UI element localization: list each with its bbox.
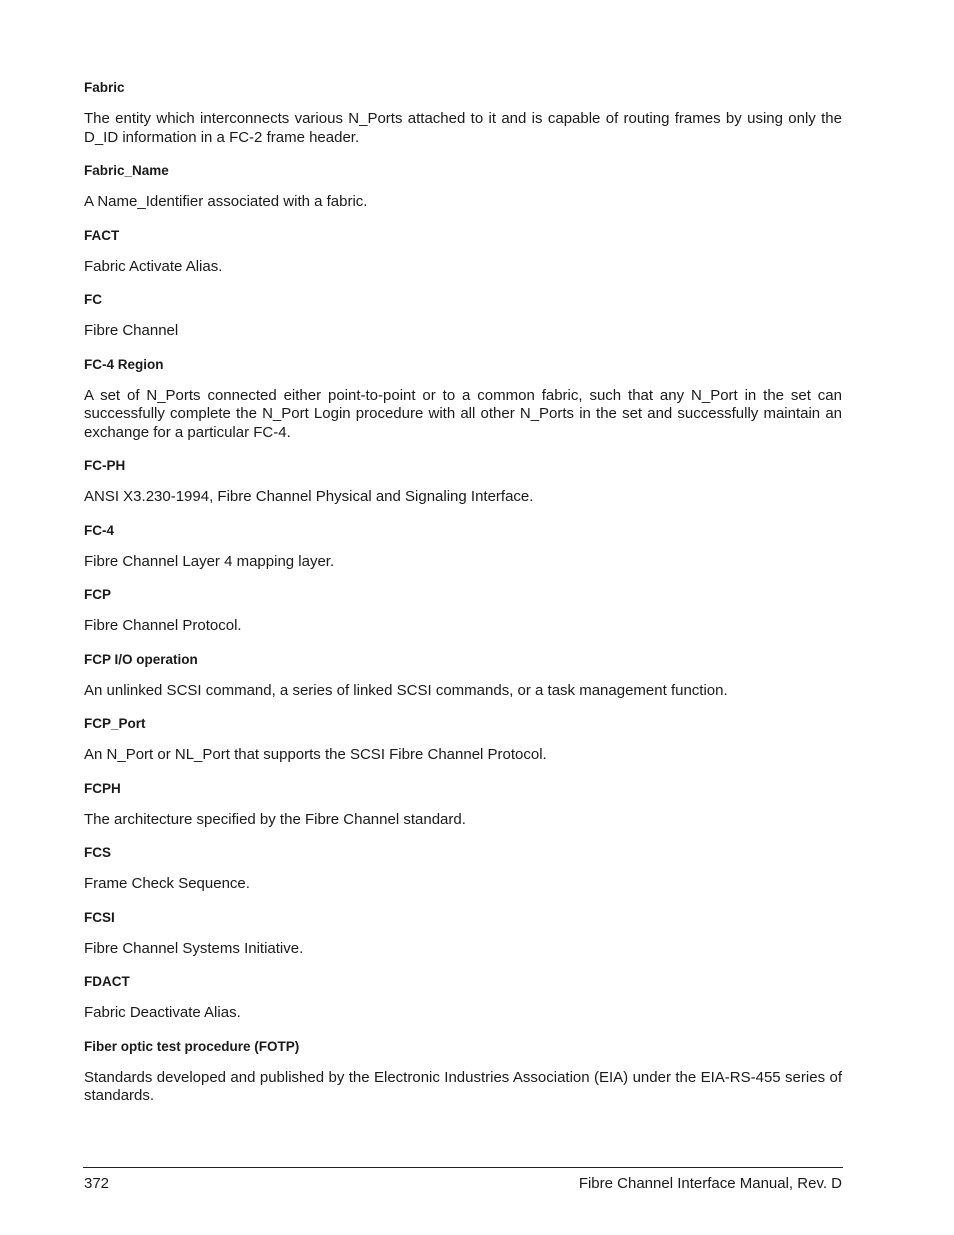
glossary-definition: An unlinked SCSI command, a series of linked SCSI commands, or a task management function. [84, 681, 728, 699]
glossary-term: Fabric_Name [84, 163, 169, 178]
glossary-definition: A set of N_Ports connected either point-to-point or to a common fabric, such that any N_Port in the set can successfully complete the N_Port Login procedure with all other N_Ports in the set and successfully maintain an exchange for a particular FC-4. [84, 386, 842, 441]
glossary-term: FACT [84, 227, 120, 243]
manual-title: Fibre Channel Interface Manual, Rev. D [578, 1175, 842, 1192]
glossary-definition: A Name_Identifier associated with a fabric. [84, 193, 368, 210]
glossary-definition: Standards developed and published by the Electronic Industries Association (EIA) under the EIA-RS-455 series of standards. [84, 1068, 842, 1104]
glossary-term: FC-4 Region [84, 356, 164, 372]
glossary-definition: The architecture specified by the Fibre Channel standard. [84, 810, 466, 828]
glossary-entry [84, 1039, 842, 1106]
glossary-definition: An N_Port or NL_Port that supports the SCSI Fibre Channel Protocol. [84, 746, 547, 763]
glossary-term: FCP I/O operation [84, 651, 198, 667]
glossary-definition: Fibre Channel [84, 322, 179, 339]
glossary-entry [84, 292, 842, 341]
glossary-entry [84, 781, 842, 830]
glossary-definition: Fibre Channel Protocol. [84, 617, 242, 634]
footer-divider [83, 1167, 843, 1168]
glossary-entry [84, 845, 842, 894]
glossary-entry [84, 458, 842, 507]
glossary-entry [84, 80, 842, 147]
glossary-definition: Frame Check Sequence. [84, 875, 250, 892]
glossary-content [84, 80, 842, 1122]
glossary-definition: The entity which interconnects various N_Ports attached to it and is capable of routing frames by using only the D_ID information in a FC-2 frame header. [84, 110, 842, 146]
glossary-entry [84, 910, 842, 959]
glossary-entry [84, 587, 842, 636]
glossary-term: FC [84, 292, 102, 307]
glossary-entry [84, 163, 842, 212]
glossary-term: FCSI [84, 909, 115, 925]
glossary-entry [84, 716, 842, 765]
glossary-term: FDACT [84, 974, 130, 989]
glossary-entry [84, 523, 842, 572]
glossary-entry [84, 228, 842, 277]
glossary-term: FC-PH [84, 458, 126, 473]
glossary-term: FCP [84, 587, 111, 602]
glossary-term: FCS [84, 845, 111, 860]
glossary-term: FCPH [84, 780, 121, 796]
glossary-definition: Fabric Deactivate Alias. [84, 1004, 241, 1021]
page-number: 372 [84, 1175, 110, 1192]
glossary-definition: Fabric Activate Alias. [84, 257, 223, 275]
glossary-entry [84, 652, 842, 701]
glossary-entry [84, 357, 842, 443]
glossary-term: Fiber optic test procedure (FOTP) [84, 1038, 300, 1054]
glossary-definition: ANSI X3.230-1994, Fibre Channel Physical and Signaling Interface. [84, 488, 534, 505]
glossary-term: FCP_Port [84, 716, 146, 731]
glossary-definition: Fibre Channel Systems Initiative. [84, 939, 304, 957]
glossary-definition: Fibre Channel Layer 4 mapping layer. [84, 552, 335, 570]
glossary-entry [84, 974, 842, 1023]
glossary-term: Fabric [84, 80, 125, 95]
glossary-term: FC-4 [84, 522, 114, 538]
